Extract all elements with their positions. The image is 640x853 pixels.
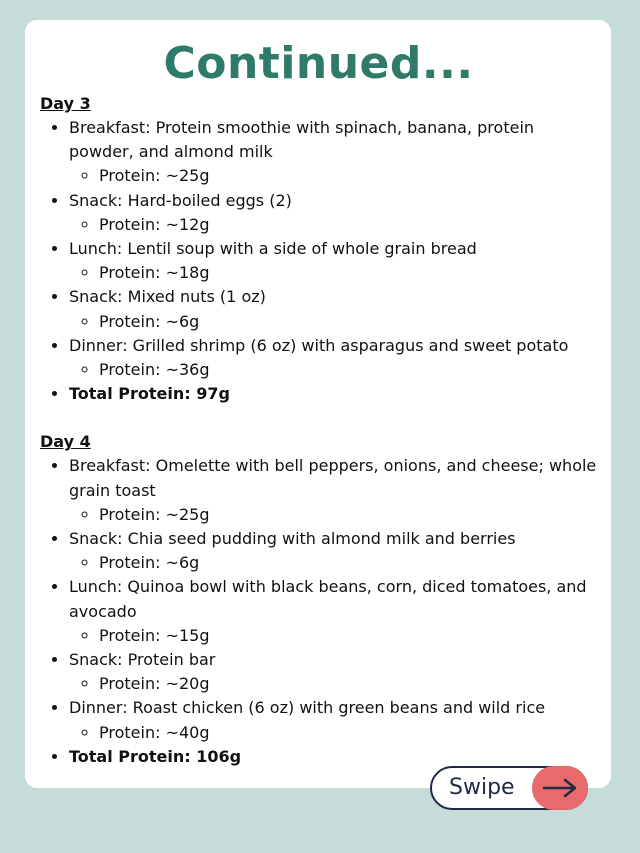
meal-item — [69, 237, 597, 285]
meal-text: Snack: Chia seed pudding with almond milk and berries — [69, 529, 516, 549]
day-section-3 — [40, 92, 597, 406]
meal-text: Breakfast: Omelette with bell peppers, onions, and cheese; whole grain toast — [69, 456, 597, 500]
meal-item — [69, 696, 597, 744]
protein-amount: ◦ Protein: ~6g — [99, 310, 597, 334]
meal-list — [40, 454, 597, 769]
meal-item — [69, 334, 597, 382]
page-title: Continued... — [163, 38, 474, 89]
protein-amount: ◦ Protein: ~25g — [99, 164, 597, 188]
meal-text: Dinner: Roast chicken (6 oz) with green beans and wild rice — [69, 698, 546, 718]
total-protein: • Total Protein: 106g — [69, 745, 597, 769]
meal-text: Lunch: Quinoa bowl with black beans, corn, diced tomatoes, and avocado — [69, 577, 587, 621]
meal-item — [69, 285, 597, 333]
arrow-right-icon — [532, 766, 588, 810]
protein-amount: ◦ Protein: ~36g — [99, 358, 597, 382]
protein-amount: ◦ Protein: ~15g — [99, 624, 597, 648]
day-section-4 — [40, 430, 597, 769]
day-heading: Day 3 — [40, 94, 91, 113]
meal-text: Breakfast: Protein smoothie with spinach, banana, protein powder, and almond milk — [69, 118, 535, 162]
content-card — [25, 20, 611, 788]
meal-text: Lunch: Lentil soup with a side of whole grain bread — [69, 239, 477, 259]
meal-text: Snack: Mixed nuts (1 oz) — [69, 287, 266, 307]
protein-amount: ◦ Protein: ~12g — [99, 213, 597, 237]
protein-amount: ◦ Protein: ~6g — [99, 551, 597, 575]
meal-list — [40, 116, 597, 406]
swipe-button[interactable] — [430, 766, 588, 810]
protein-amount: ◦ Protein: ~18g — [99, 261, 597, 285]
meal-item — [69, 575, 597, 648]
day-heading: Day 4 — [40, 432, 91, 452]
protein-amount: ◦ Protein: ~20g — [99, 672, 597, 696]
meal-text: Snack: Hard-boiled eggs (2) — [69, 190, 292, 210]
swipe-label: Swipe — [449, 775, 515, 800]
total-protein: • Total Protein: 97g — [69, 382, 597, 406]
meal-item — [69, 116, 597, 189]
meal-text: Dinner: Grilled shrimp (6 oz) with asparagus and sweet potato — [69, 335, 569, 355]
meal-item — [69, 454, 597, 527]
meal-item — [69, 648, 597, 696]
meal-text: Snack: Protein bar — [69, 650, 216, 670]
protein-amount: ◦ Protein: ~40g — [99, 721, 597, 745]
meal-item — [69, 189, 597, 237]
protein-amount: ◦ Protein: ~25g — [99, 503, 597, 527]
meal-item — [69, 527, 597, 575]
